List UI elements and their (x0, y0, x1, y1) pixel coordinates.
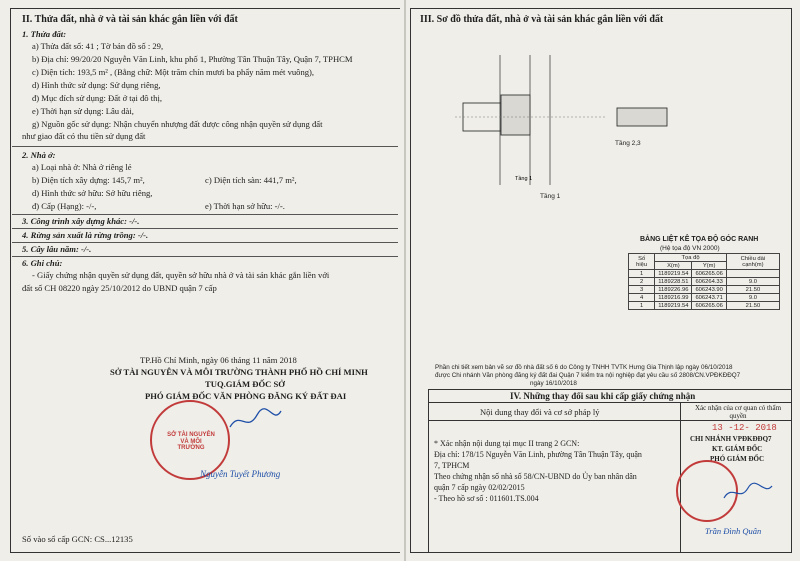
change-entry-5: quận 7 cấp ngày 02/02/2015 (434, 483, 525, 492)
house-type: a) Loại nhà ở: Nhà ở riêng lẻ (32, 162, 132, 172)
coord-header-group: Tọa độ (655, 254, 727, 262)
change-entry-2: Địa chỉ: 178/15 Nguyễn Văn Linh, phường Tân Thuận Tây, quận (434, 450, 642, 459)
cell: 1189216.99 (655, 294, 692, 302)
cell: 1 (629, 270, 655, 278)
house-built-area: b) Diện tích xây dựng: 145,7 m², (32, 175, 145, 185)
cell: 606243.71 (692, 294, 726, 302)
diagram-note-1: Phần chi tiết xem bản vẽ sơ đồ nhà đất số 6 do Công ty TNHH TVTK Hưng Gia Thịnh lập ngày 06/10/2018 (435, 364, 733, 371)
register-number: Số vào sổ cấp GCN: CS...12135 (22, 534, 133, 544)
land-use-term: e) Thời hạn sử dụng: Lâu dài, (32, 106, 134, 116)
cell: 4 (629, 294, 655, 302)
change-entry-4: Theo chứng nhận số nhà số 58/CN-UBND do Ủy ban nhân dân (434, 472, 637, 481)
planted-forest: 4. Rừng sản xuất là rừng trồng: -/-. (22, 230, 149, 240)
notes-line-2: đất số CH 08220 ngày 25/10/2012 do UBND quận 7 cấp (22, 283, 217, 293)
house-heading: 2. Nhà ở: (22, 150, 56, 160)
confirmation-signer: Trần Đình Quân (705, 526, 762, 536)
confirmation-date-stamp: 13 -12- 2018 (712, 423, 777, 433)
branch-name: CHI NHÁNH VPĐKĐĐQ7 (690, 435, 772, 443)
cell: 606264.33 (692, 278, 726, 286)
cell: 606265.06 (692, 302, 726, 310)
section-ii-title: II. Thửa đất, nhà ở và tài sản khác gắn liền với đất (22, 14, 238, 25)
changes-col-content: Nội dung thay đổi và cơ sở pháp lý (480, 407, 600, 417)
floor-1-label: Tầng 1 (540, 193, 561, 200)
page-fold (404, 0, 406, 561)
divider (12, 242, 398, 243)
cell: 606265.06 (692, 270, 726, 278)
issue-date: TP.Hồ Chí Minh, ngày 06 tháng 11 năm 2018 (140, 355, 297, 365)
coord-table-subtitle: (Hệ tọa độ VN 2000) (660, 245, 720, 252)
table-row (629, 286, 780, 294)
coord-header-x: X(m) (655, 262, 692, 270)
signer-name: Nguyễn Tuyết Phương (200, 469, 281, 479)
cell: 21.50 (726, 302, 779, 310)
floor-2-3-label: Tầng 2,3 (615, 140, 641, 147)
issuing-org: SỞ TÀI NGUYÊN VÀ MÔI TRƯỜNG THÀNH PHỐ HỒ CHÍ MINH (110, 367, 368, 377)
cell (726, 270, 779, 278)
notes-heading: 6. Ghi chú: (22, 258, 63, 268)
divider (12, 146, 398, 147)
house-grade: đ) Cấp (Hạng): -/-, (32, 201, 97, 211)
cell: 2 (629, 278, 655, 286)
changes-col-confirmation: Xác nhận của cơ quan có thẩm quyền (694, 404, 782, 420)
coord-header-y: Y(m) (692, 262, 726, 270)
coord-header-length: Chiều dài cạnh(m) (726, 254, 779, 270)
diagram-note-2: được Chi nhánh Văn phòng đăng ký đất đai Quận 7 kiểm tra nội nghiệp đạt yêu cầu số 2808/CN.VPĐKĐĐQ7 (435, 372, 741, 379)
cell: 1 (629, 302, 655, 310)
cell: 9.0 (726, 294, 779, 302)
house-term: e) Thời hạn sở hữu: -/-. (205, 201, 285, 211)
land-use-origin-cont: như giao đất có thu tiền sử dụng đất (22, 131, 146, 141)
deputy-title: PHÓ GIÁM ĐỐC VĂN PHÒNG ĐĂNG KÝ ĐẤT ĐAI (145, 391, 347, 401)
change-entry-6: - Theo hồ sơ số : 011601.TS.004 (434, 494, 539, 503)
role-line-1: KT. GIÁM ĐỐC (712, 445, 763, 453)
parcel-diagram-floor-2-3 (612, 100, 672, 135)
signature-scribble (225, 405, 285, 435)
other-structures: 3. Công trình xây dựng khác: -/-. (22, 216, 140, 226)
cell: 1189219.54 (655, 270, 692, 278)
confirmation-signature (720, 478, 776, 506)
cell: 9.0 (726, 278, 779, 286)
land-use-form: d) Hình thức sử dụng: Sử dụng riêng, (32, 80, 161, 90)
notes-line-1: - Giấy chứng nhận quyền sử dụng đất, quyền sở hữu nhà ở và tài sản khác gắn liền với (32, 270, 330, 280)
change-entry-1: * Xác nhận nội dung tại mục II trang 2 GCN: (434, 439, 580, 448)
coordinate-table (628, 253, 780, 310)
table-row (629, 302, 780, 310)
divider (12, 228, 398, 229)
cell: 1189228.51 (655, 278, 692, 286)
cell: 1189219.54 (655, 302, 692, 310)
cell: 3 (629, 286, 655, 294)
perennial-trees: 5. Cây lâu năm: -/-. (22, 244, 92, 254)
change-entry-3: 7, TPHCM (434, 461, 470, 470)
official-seal (150, 400, 230, 480)
table-row (629, 278, 780, 286)
table-row (629, 294, 780, 302)
divider (428, 402, 792, 403)
parcel-diagram-floor-1 (455, 55, 605, 185)
section-iii-title: III. Sơ đồ thửa đất, nhà ở và tài sản khác gắn liền với đất (420, 14, 664, 25)
land-area: c) Diện tích: 193,5 m² , (Bằng chữ: Một trăm chín mươi ba phẩy năm mét vuông), (32, 67, 315, 77)
cell: 606243.90 (692, 286, 726, 294)
land-use-purpose: đ) Mục đích sử dụng: Đất ở tại đô thị, (32, 93, 162, 103)
divider (12, 214, 398, 215)
house-floor-area: c) Diện tích sàn: 441,7 m², (205, 175, 297, 185)
authorization-line: TUQ.GIÁM ĐỐC SỞ (205, 379, 285, 389)
divider (12, 256, 398, 257)
table-row (629, 270, 780, 278)
land-use-origin: g) Nguồn gốc sử dụng: Nhận chuyển nhượng đất được công nhận quyền sử dụng đất (32, 119, 323, 129)
role-line-2: PHÓ GIÁM ĐỐC (710, 455, 765, 463)
coord-table-title: BẢNG LIỆT KÊ TỌA ĐỘ GÓC RANH (640, 236, 759, 243)
section-iv-title: IV. Những thay đổi sau khi cấp giấy chứng nhận (510, 391, 696, 401)
svg-text:Tầng 1: Tầng 1 (515, 176, 533, 182)
cell: 21.50 (726, 286, 779, 294)
land-heading: 1. Thửa đất: (22, 29, 67, 39)
land-address: b) Địa chỉ: 99/20/20 Nguyễn Văn Linh, khu phố 1, Phường Tân Thuận Tây, Quận 7, TPHCM (32, 54, 353, 64)
diagram-note-3: ngày 16/10/2018 (530, 380, 577, 387)
seal-text: SỞ TÀI NGUYÊN VÀ MÔI TRƯỜNG (167, 432, 215, 452)
land-parcel-number: a) Thửa đất số: 41 ; Tờ bản đồ số : 29, (32, 41, 164, 51)
cell: 1189226.96 (655, 286, 692, 294)
coord-header-id: Số hiệu (629, 254, 655, 270)
house-ownership: d) Hình thức sở hữu: Sở hữu riêng, (32, 188, 153, 198)
